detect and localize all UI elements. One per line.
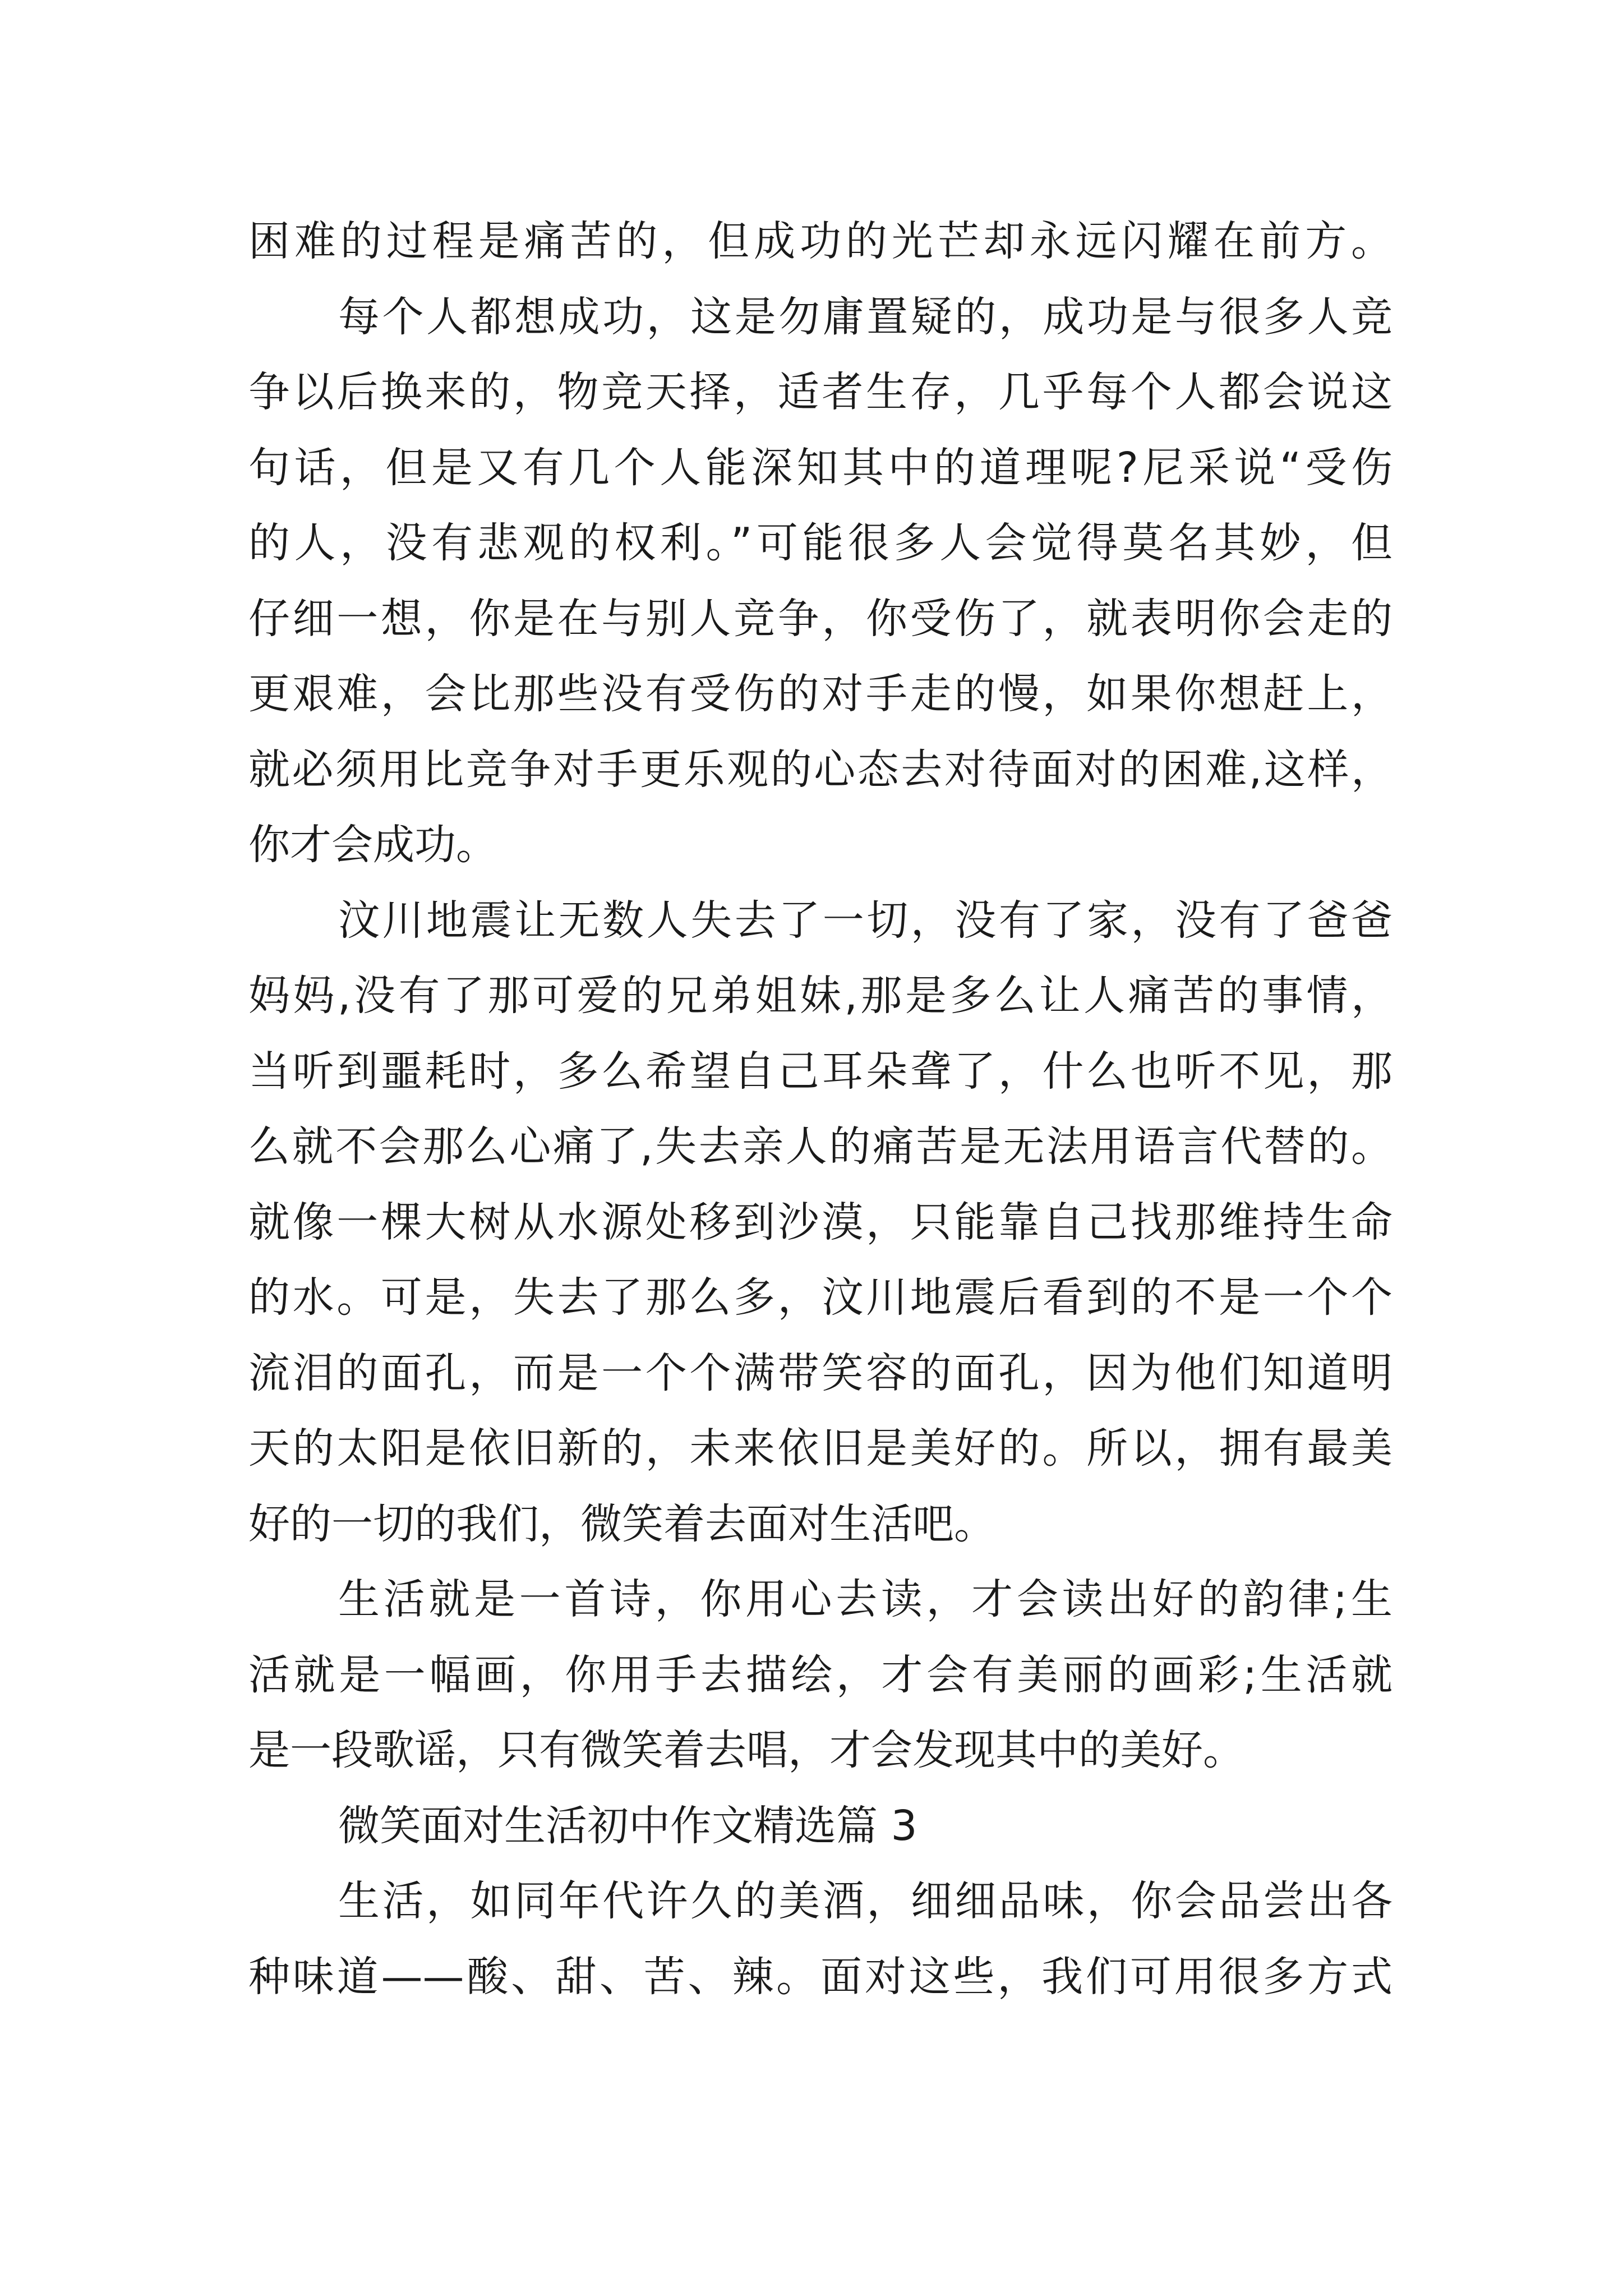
text-line: 么就不会那么心痛了,失去亲人的痛苦是无法用语言代替的。 [248, 1122, 1393, 1171]
text-line: 就必须用比竞争对手更乐观的心态去对待面对的困难,这样， [248, 745, 1393, 794]
text-line: 当听到噩耗时，多么希望自己耳朵聋了，什么也听不见，那 [248, 1047, 1393, 1096]
text-line: 困难的过程是痛苦的，但成功的光芒却永远闪耀在前方。 [248, 217, 1393, 265]
text-line: 争以后换来的，物竞天择，适者生存，几乎每个人都会说这 [248, 368, 1393, 416]
text-line: 的水。可是，失去了那么多，汶川地震后看到的不是一个个 [248, 1273, 1393, 1322]
text-line: 天的太阳是依旧新的，未来依旧是美好的。所以，拥有最美 [248, 1424, 1393, 1473]
text-line: 的人，没有悲观的权利。”可能很多人会觉得莫名其妙，但 [248, 519, 1393, 567]
text-line: 生活就是一首诗，你用心去读，才会读出好的韵律;生 [338, 1575, 1393, 1623]
text-line: 妈妈,没有了那可爱的兄弟姐妹,那是多么让人痛苦的事情， [248, 972, 1393, 1020]
text-line: 仔细一想，你是在与别人竞争，你受伤了，就表明你会走的 [248, 594, 1393, 643]
text-line: 汶川地震让无数人失去了一切，没有了家，没有了爸爸 [338, 896, 1393, 945]
text-line: 活就是一幅画，你用手去描绘，才会有美丽的画彩;生活就 [248, 1650, 1393, 1699]
text-line: 是一段歌谣，只有微笑着去唱，才会发现其中的美好。 [248, 1726, 1244, 1774]
text-line: 每个人都想成功，这是勿庸置疑的，成功是与很多人竞 [338, 292, 1393, 341]
text-line: 种味道——酸、甜、苦、辣。面对这些，我们可用很多方式 [248, 1952, 1393, 2001]
text-line: 你才会成功。 [248, 821, 497, 869]
text-line: 就像一棵大树从水源处移到沙漠，只能靠自己找那维持生命 [248, 1198, 1393, 1246]
text-line: 生活，如同年代许久的美酒，细细品味，你会品尝出各 [338, 1877, 1393, 1925]
section-heading: 微笑面对生活初中作文精选篇 3 [338, 1801, 917, 1850]
text-line: 更艰难，会比那些没有受伤的对手走的慢，如果你想赶上， [248, 670, 1393, 718]
text-line: 流泪的面孔，而是一个个满带笑容的面孔，因为他们知道明 [248, 1349, 1393, 1397]
document-body [248, 204, 1393, 2014]
text-line: 好的一切的我们，微笑着去面对生活吧。 [248, 1499, 995, 1548]
text-line: 句话，但是又有几个人能深知其中的道理呢?尼采说“受伤 [248, 443, 1393, 492]
